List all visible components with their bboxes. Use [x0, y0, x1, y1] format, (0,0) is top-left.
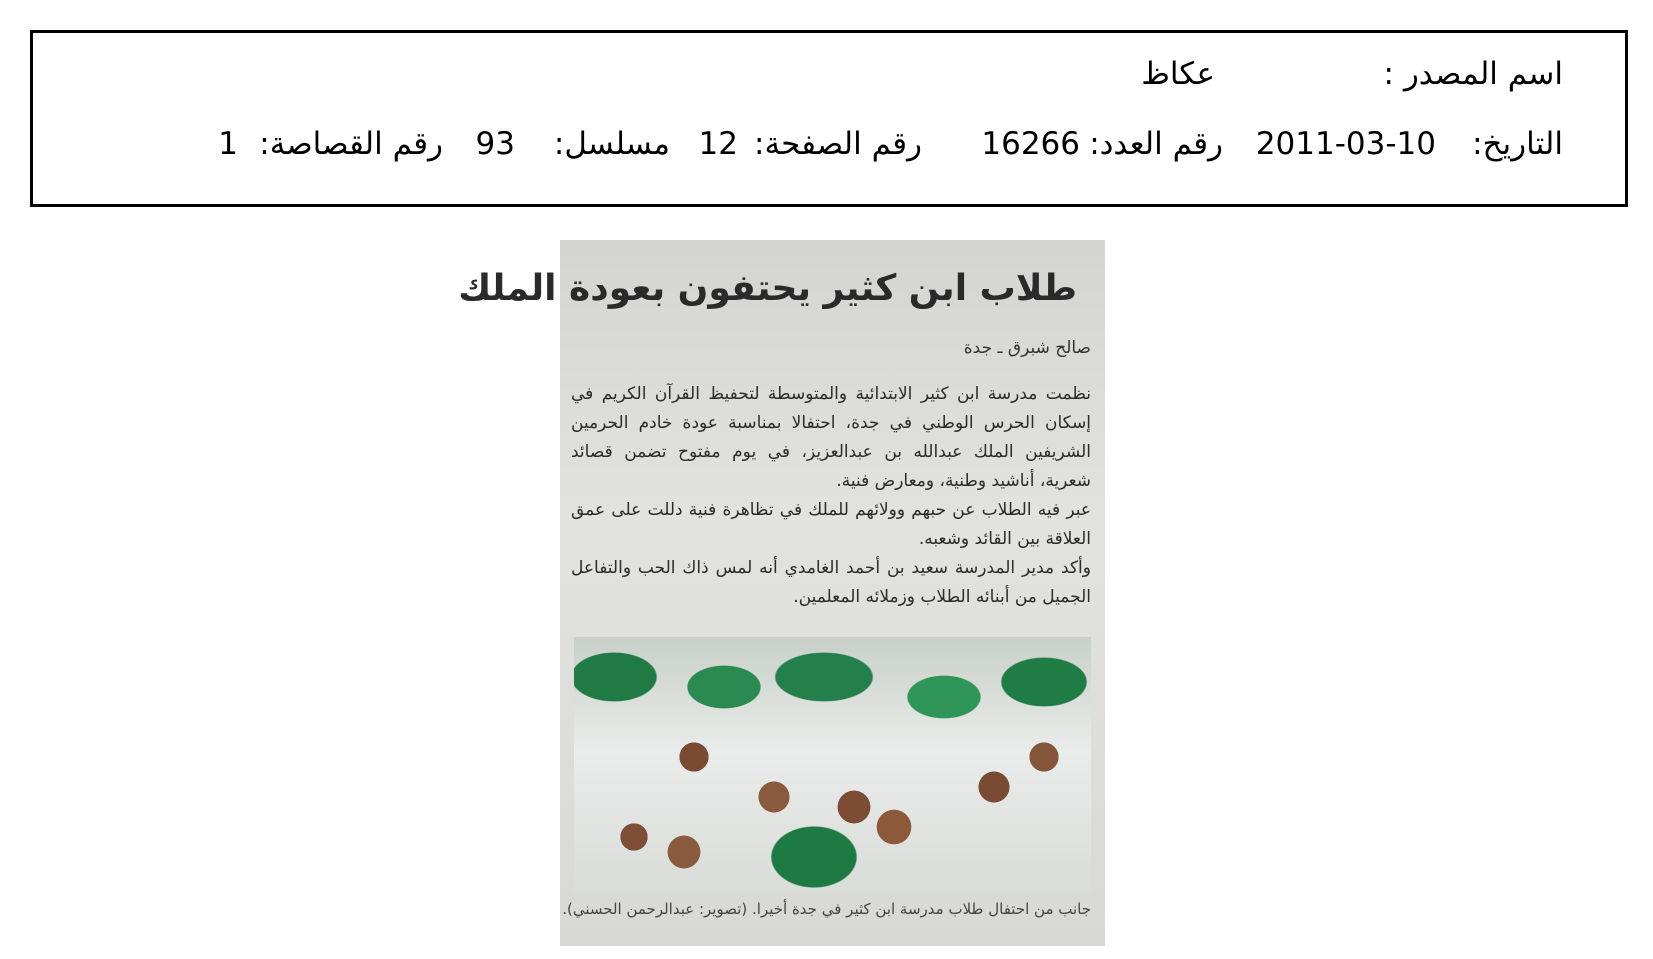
newspaper-clipping [458, 240, 1105, 946]
source-label: اسم المصدر : [1383, 56, 1563, 92]
serial-label: مسلسل: [553, 126, 670, 162]
photo-caption: جانب من احتفال طلاب مدرسة ابن كثير في جدة أخيرا. (تصوير: عبدالرحمن الحسني). [562, 900, 1091, 918]
article-body [571, 380, 1091, 612]
article-photo [574, 637, 1091, 892]
article-byline: صالح شبرق ـ جدة [963, 338, 1091, 358]
serial-value: 93 [475, 126, 515, 162]
page-value: 12 [698, 126, 738, 162]
source-value: عكاظ [1141, 56, 1215, 92]
clipping-metadata-box [30, 30, 1628, 207]
article-headline: طلاب ابن كثير يحتفون بعودة الملك [458, 268, 1077, 309]
date-label: التاريخ: [1472, 126, 1563, 162]
clip-label: رقم القصاصة: [259, 126, 443, 162]
page-label: رقم الصفحة: [754, 126, 922, 162]
article-paragraph: عبر فيه الطلاب عن حبهم وولائهم للملك في تظاهرة فنية دللت على عمق العلاقة بين القائد وشعبه. [571, 500, 1091, 549]
issue-label: رقم العدد: [1089, 126, 1223, 162]
issue-value: 16266 [981, 126, 1080, 162]
article-paragraph: وأكد مدير المدرسة سعيد بن أحمد الغامدي أنه لمس ذاك الحب والتفاعل الجميل من أبنائه الطلاب وزملائه المعلمين. [571, 558, 1091, 607]
date-value: 2011-03-10 [1255, 126, 1436, 162]
clip-value: 1 [218, 126, 238, 162]
article-paragraph: نظمت مدرسة ابن كثير الابتدائية والمتوسطة لتحفيظ القرآن الكريم في إسكان الحرس الوطني في جدة، احتفالا بمناسبة عودة خادم الحرمين الشريفين الملك عبدالله بن عبدالعزيز، في يوم مفتوح تضمن قصائد شعرية، أناشيد وطنية، ومعارض فنية. [571, 384, 1091, 491]
